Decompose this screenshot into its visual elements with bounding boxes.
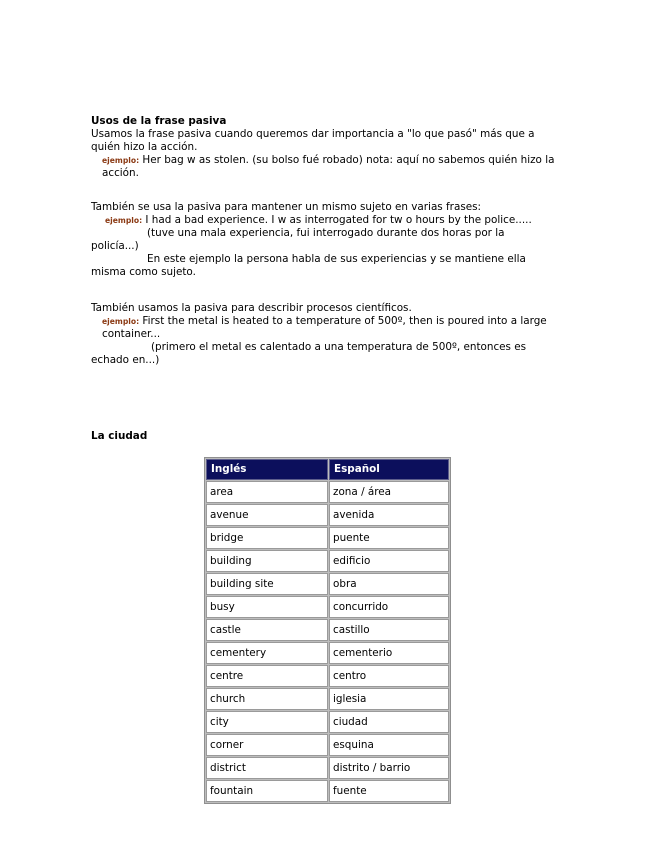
cell-english: bridge <box>206 527 328 549</box>
cell-spanish: esquina <box>329 734 449 756</box>
cell-spanish: obra <box>329 573 449 595</box>
example-3-text: First the metal is heated to a temperature of 500º, then is poured into a large container... <box>102 315 547 340</box>
table-row <box>206 642 449 664</box>
cell-spanish: zona / área <box>329 481 449 503</box>
cell-spanish: avenida <box>329 504 449 526</box>
cell-english: castle <box>206 619 328 641</box>
cell-english: avenue <box>206 504 328 526</box>
cell-english: cementery <box>206 642 328 664</box>
cell-spanish: distrito / barrio <box>329 757 449 779</box>
example-3-translation-b: echado en...) <box>91 354 160 366</box>
passive-paragraph-3: También usamos la pasiva para describir procesos científicos. <box>91 302 412 314</box>
table-row <box>206 711 449 733</box>
example-label: ejemplo: <box>105 216 143 225</box>
table-row <box>206 734 449 756</box>
table-row <box>206 596 449 618</box>
column-header-spanish: Español <box>329 459 449 480</box>
table-row <box>206 665 449 687</box>
cell-english: centre <box>206 665 328 687</box>
cell-english: building <box>206 550 328 572</box>
table-row <box>206 573 449 595</box>
cell-spanish: centro <box>329 665 449 687</box>
cell-spanish: castillo <box>329 619 449 641</box>
passive-title: Usos de la frase pasiva <box>91 115 227 127</box>
cell-english: building site <box>206 573 328 595</box>
cell-english: corner <box>206 734 328 756</box>
table-row <box>206 619 449 641</box>
table-row <box>206 481 449 503</box>
cell-english: district <box>206 757 328 779</box>
example-2-translation-a: (tuve una mala experiencia, fui interrogado durante dos horas por la <box>147 227 505 239</box>
cell-english: fountain <box>206 780 328 802</box>
example-1 <box>91 154 561 180</box>
cell-spanish: ciudad <box>329 711 449 733</box>
example-label: ejemplo: <box>102 156 140 165</box>
table-row <box>206 527 449 549</box>
city-section-title: La ciudad <box>91 430 148 442</box>
example-3-translation-a: (primero el metal es calentado a una temperatura de 500º, entonces es <box>151 341 527 353</box>
passive-section-1 <box>91 115 561 180</box>
example-2-translation-b: policía...) <box>91 240 139 252</box>
cell-english: city <box>206 711 328 733</box>
cell-english: busy <box>206 596 328 618</box>
table-row <box>206 757 449 779</box>
table-row <box>206 688 449 710</box>
cell-english: church <box>206 688 328 710</box>
example-2-note-b: misma como sujeto. <box>91 266 196 278</box>
cell-spanish: puente <box>329 527 449 549</box>
example-2 <box>91 214 561 227</box>
example-label: ejemplo: <box>102 317 140 326</box>
passive-paragraph-2: También se usa la pasiva para mantener un mismo sujeto en varias frases: <box>91 201 482 213</box>
city-vocabulary-table <box>204 457 451 804</box>
cell-spanish: concurrido <box>329 596 449 618</box>
cell-english: area <box>206 481 328 503</box>
example-3 <box>91 315 561 341</box>
cell-spanish: fuente <box>329 780 449 802</box>
example-2-text: I had a bad experience. I w as interrogated for tw o hours by the police..... <box>142 214 532 226</box>
table-header-row <box>206 459 449 480</box>
cell-spanish: edificio <box>329 550 449 572</box>
passive-section-3 <box>91 302 561 367</box>
example-1-text: Her bag w as stolen. (su bolso fué robado) nota: aquí no sabemos quién hizo la acción. <box>102 154 555 179</box>
table-row <box>206 550 449 572</box>
passive-section-2 <box>91 201 561 279</box>
table-row <box>206 780 449 802</box>
cell-spanish: iglesia <box>329 688 449 710</box>
passive-paragraph-1: Usamos la frase pasiva cuando queremos dar importancia a "lo que pasó" más que a quién hizo la acción. <box>91 128 535 153</box>
column-header-english: Inglés <box>206 459 328 480</box>
table-row <box>206 504 449 526</box>
cell-spanish: cementerio <box>329 642 449 664</box>
example-2-note-a: En este ejemplo la persona habla de sus experiencias y se mantiene ella <box>147 253 526 265</box>
